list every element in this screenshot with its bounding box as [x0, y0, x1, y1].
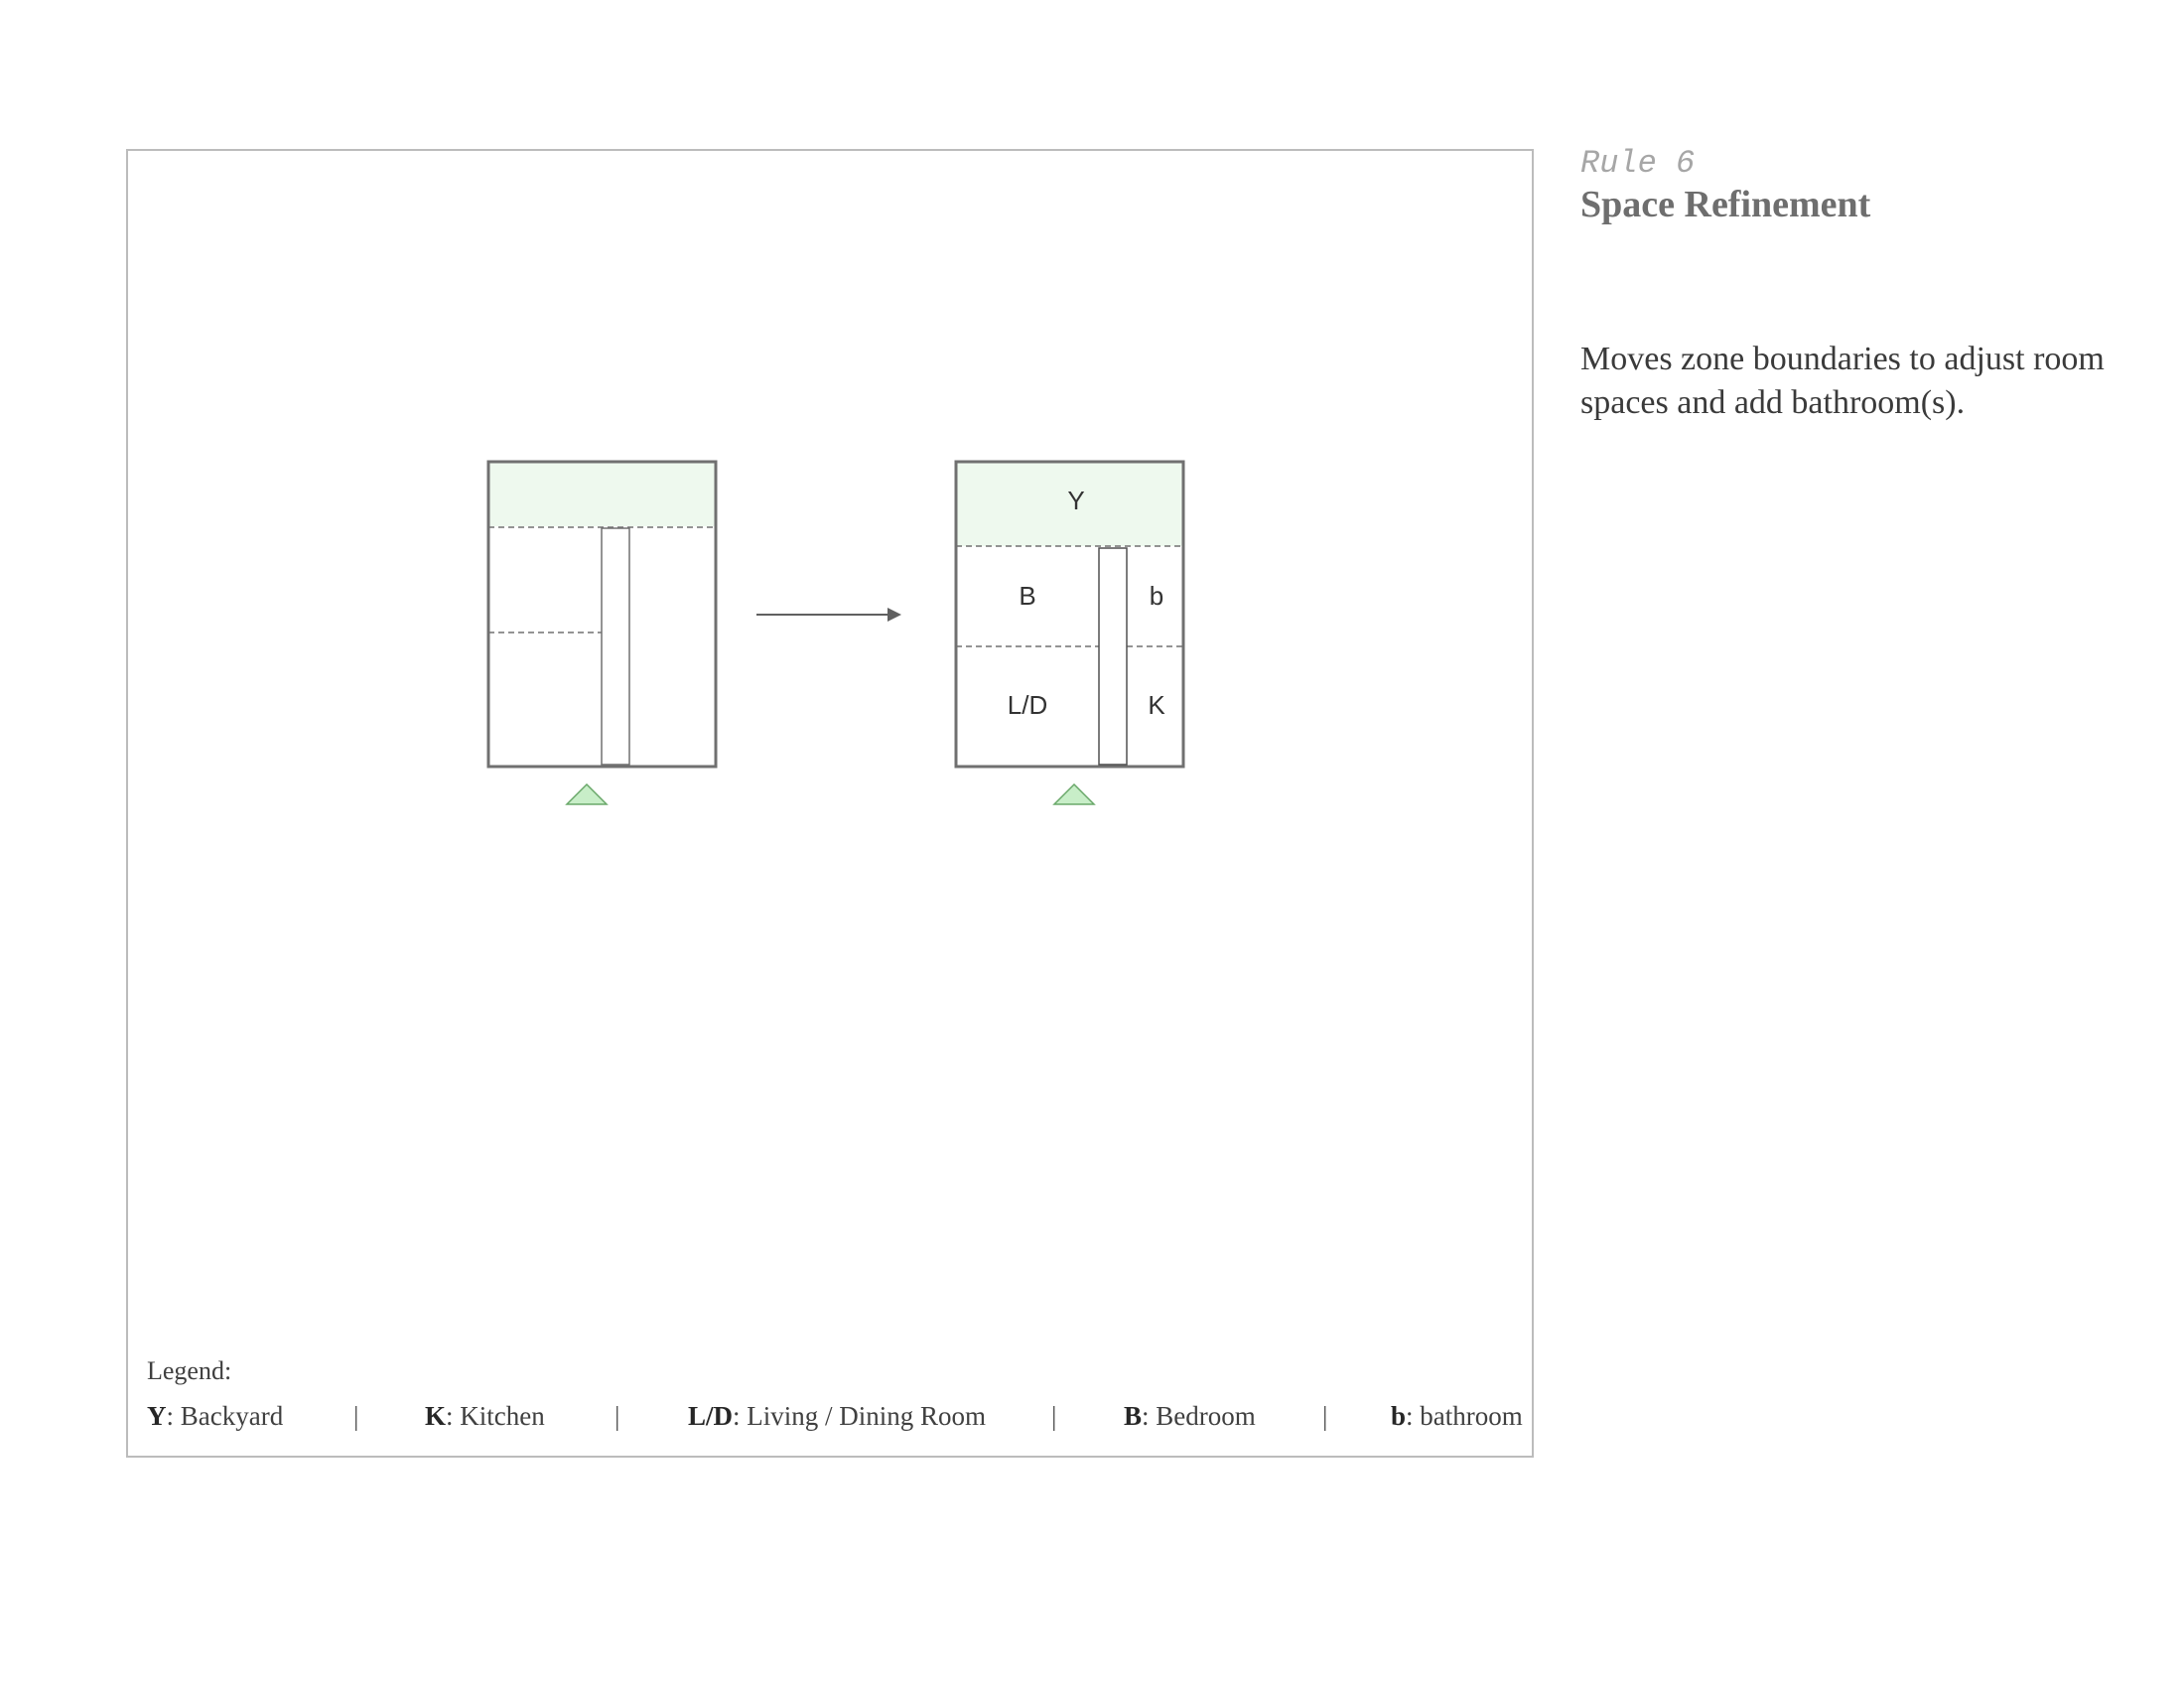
legend-item-living-dining: L/D: Living / Dining Room [688, 1401, 987, 1431]
legend-separator: | [353, 1401, 359, 1431]
after-corridor [1099, 548, 1127, 765]
kitchen-label: K [1148, 690, 1165, 720]
legend-item-kitchen: K: Kitchen [425, 1401, 545, 1431]
after-plan [956, 462, 1183, 804]
before-plan [488, 462, 716, 804]
before-backyard-zone [488, 462, 716, 526]
legend-item-backyard: Y: Backyard [147, 1401, 284, 1431]
rule-description: Moves zone boundaries to adjust room spaces and add bathroom(s). [1580, 341, 2105, 421]
living-dining-label: L/D [1007, 690, 1048, 720]
legend-separator: | [1051, 1401, 1057, 1431]
bathroom-label: b [1149, 581, 1164, 611]
legend-title: Legend: [147, 1356, 232, 1385]
legend [147, 1401, 1523, 1441]
after-entrance-marker [1054, 784, 1094, 804]
legend-separator: | [614, 1401, 620, 1431]
transition-arrow [756, 608, 901, 622]
before-corridor [602, 528, 629, 765]
bedroom-label: B [1019, 581, 1036, 611]
legend-separator: | [1322, 1401, 1328, 1431]
legend-item-bathroom: b: bathroom [1391, 1401, 1523, 1431]
backyard-label: Y [1067, 486, 1085, 515]
rule-title: Space Refinement [1580, 184, 1871, 225]
legend-item-bedroom: B: Bedroom [1124, 1401, 1256, 1431]
rule-number: Rule 6 [1580, 145, 1696, 182]
before-entrance-marker [567, 784, 607, 804]
